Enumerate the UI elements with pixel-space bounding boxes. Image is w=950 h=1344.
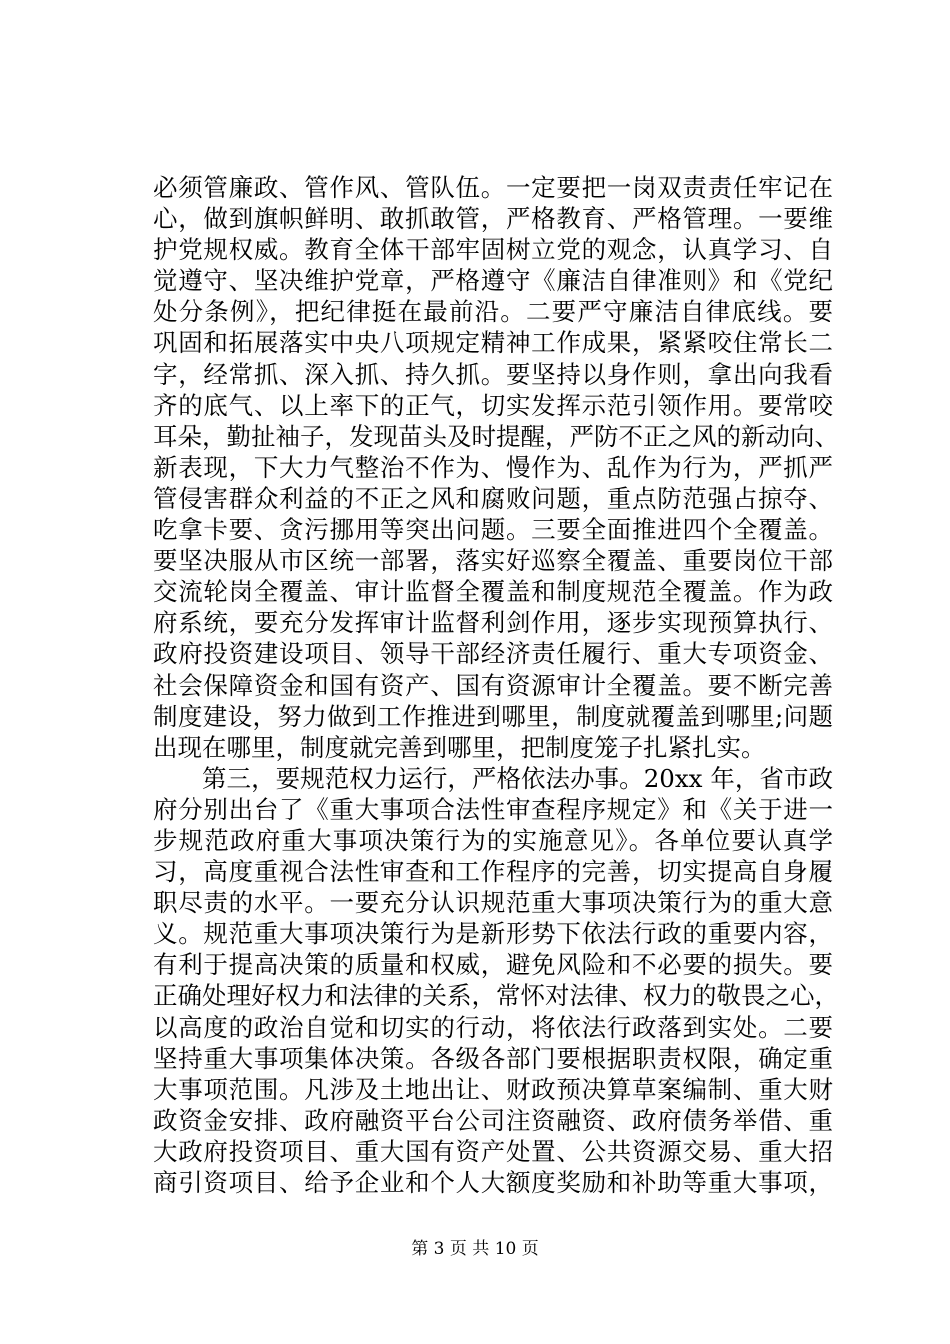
text-line: 交流轮岗全覆盖、审计监督全覆盖和制度规范全覆盖。作为政: [153, 577, 833, 607]
text-line: 大事项范围。凡涉及土地出让、财政预决算草案编制、重大财: [153, 1074, 833, 1104]
text-line: 新表现，下大力气整治不作为、慢作为、乱作为行为，严抓严: [153, 452, 833, 482]
text-line: 管侵害群众利益的不正之风和腐败问题，重点防范强占掠夺、: [153, 483, 833, 513]
text-line: 处分条例》，把纪律挺在最前沿。二要严守廉洁自律底线。要: [153, 297, 833, 327]
body-text: [153, 172, 839, 1198]
text-line: 习，高度重视合法性审查和工作程序的完善，切实提高自身履: [153, 857, 833, 887]
text-line: 社会保障资金和国有资产、国有资源审计全覆盖。要不断完善: [153, 670, 833, 700]
text-line: 步规范政府重大事项决策行为的实施意见》。各单位要认真学: [153, 825, 833, 855]
text-line: 护党规权威。教育全体干部牢固树立党的观念，认真学习、自: [153, 235, 833, 265]
text-line: 巩固和拓展落实中央八项规定精神工作成果，紧紧咬住常长二: [153, 328, 833, 358]
text-line: 耳朵，勤扯袖子，发现苗头及时提醒，严防不正之风的新动向、: [153, 421, 839, 451]
text-line: 制度建设，努力做到工作推进到哪里，制度就覆盖到哪里;问题: [153, 701, 833, 731]
text-line: 字，经常抓、深入抓、持久抓。要坚持以身作则，拿出向我看: [153, 359, 833, 389]
text-line: 大政府投资项目、重大国有资产处置、公共资源交易、重大招: [153, 1136, 833, 1166]
text-line: 心，做到旗帜鲜明、敢抓敢管，严格教育、严格管理。一要维: [153, 204, 833, 234]
text-line: 府系统，要充分发挥审计监督利剑作用，逐步实现预算执行、: [153, 608, 833, 638]
text-line: 正确处理好权力和法律的关系，常怀对法律、权力的敬畏之心，: [153, 981, 839, 1011]
paragraph-first-line: 第三，要规范权力运行，严格依法办事。20xx 年，省市政: [202, 763, 833, 793]
text-line: 觉遵守、坚决维护党章，严格遵守《廉洁自律准则》和《党纪: [153, 266, 833, 296]
text-line: 府分别出台了《重大事项合法性审查程序规定》和《关于进一: [153, 794, 833, 824]
text-line: 有利于提高决策的质量和权威，避免风险和不必要的损失。要: [153, 950, 833, 980]
page-footer: [0, 1238, 950, 1260]
text-line: 要坚决服从市区统一部署，落实好巡察全覆盖、重要岗位干部: [153, 546, 833, 576]
text-line: 商引资项目、给予企业和个人大额度奖励和补助等重大事项，: [153, 1168, 833, 1197]
text-line: 政府投资建设项目、领导干部经济责任履行、重大专项资金、: [153, 639, 833, 669]
text-line: 政资金安排、政府融资平台公司注资融资、政府债务举借、重: [153, 1105, 833, 1135]
page-number: 第 3 页 共 10 页: [411, 1239, 539, 1259]
paragraph-last-line: 出现在哪里，制度就完善到哪里，把制度笼子扎紧扎实。: [153, 732, 766, 762]
text-line: 吃拿卡要、贪污挪用等突出问题。三要全面推进四个全覆盖。: [153, 515, 833, 545]
text-line: 必须管廉政、管作风、管队伍。一定要把一岗双责责任牢记在: [153, 173, 833, 202]
text-line: 义。规范重大事项决策行为是新形势下依法行政的重要内容，: [153, 919, 833, 949]
text-line: 齐的底气、以上率下的正气，切实发挥示范引领作用。要常咬: [153, 390, 833, 420]
text-line: 以高度的政治自觉和切实的行动，将依法行政落到实处。二要: [153, 1012, 833, 1042]
text-line: 坚持重大事项集体决策。各级各部门要根据职责权限，确定重: [153, 1043, 833, 1073]
text-line: 职尽责的水平。一要充分认识规范重大事项决策行为的重大意: [153, 888, 833, 918]
